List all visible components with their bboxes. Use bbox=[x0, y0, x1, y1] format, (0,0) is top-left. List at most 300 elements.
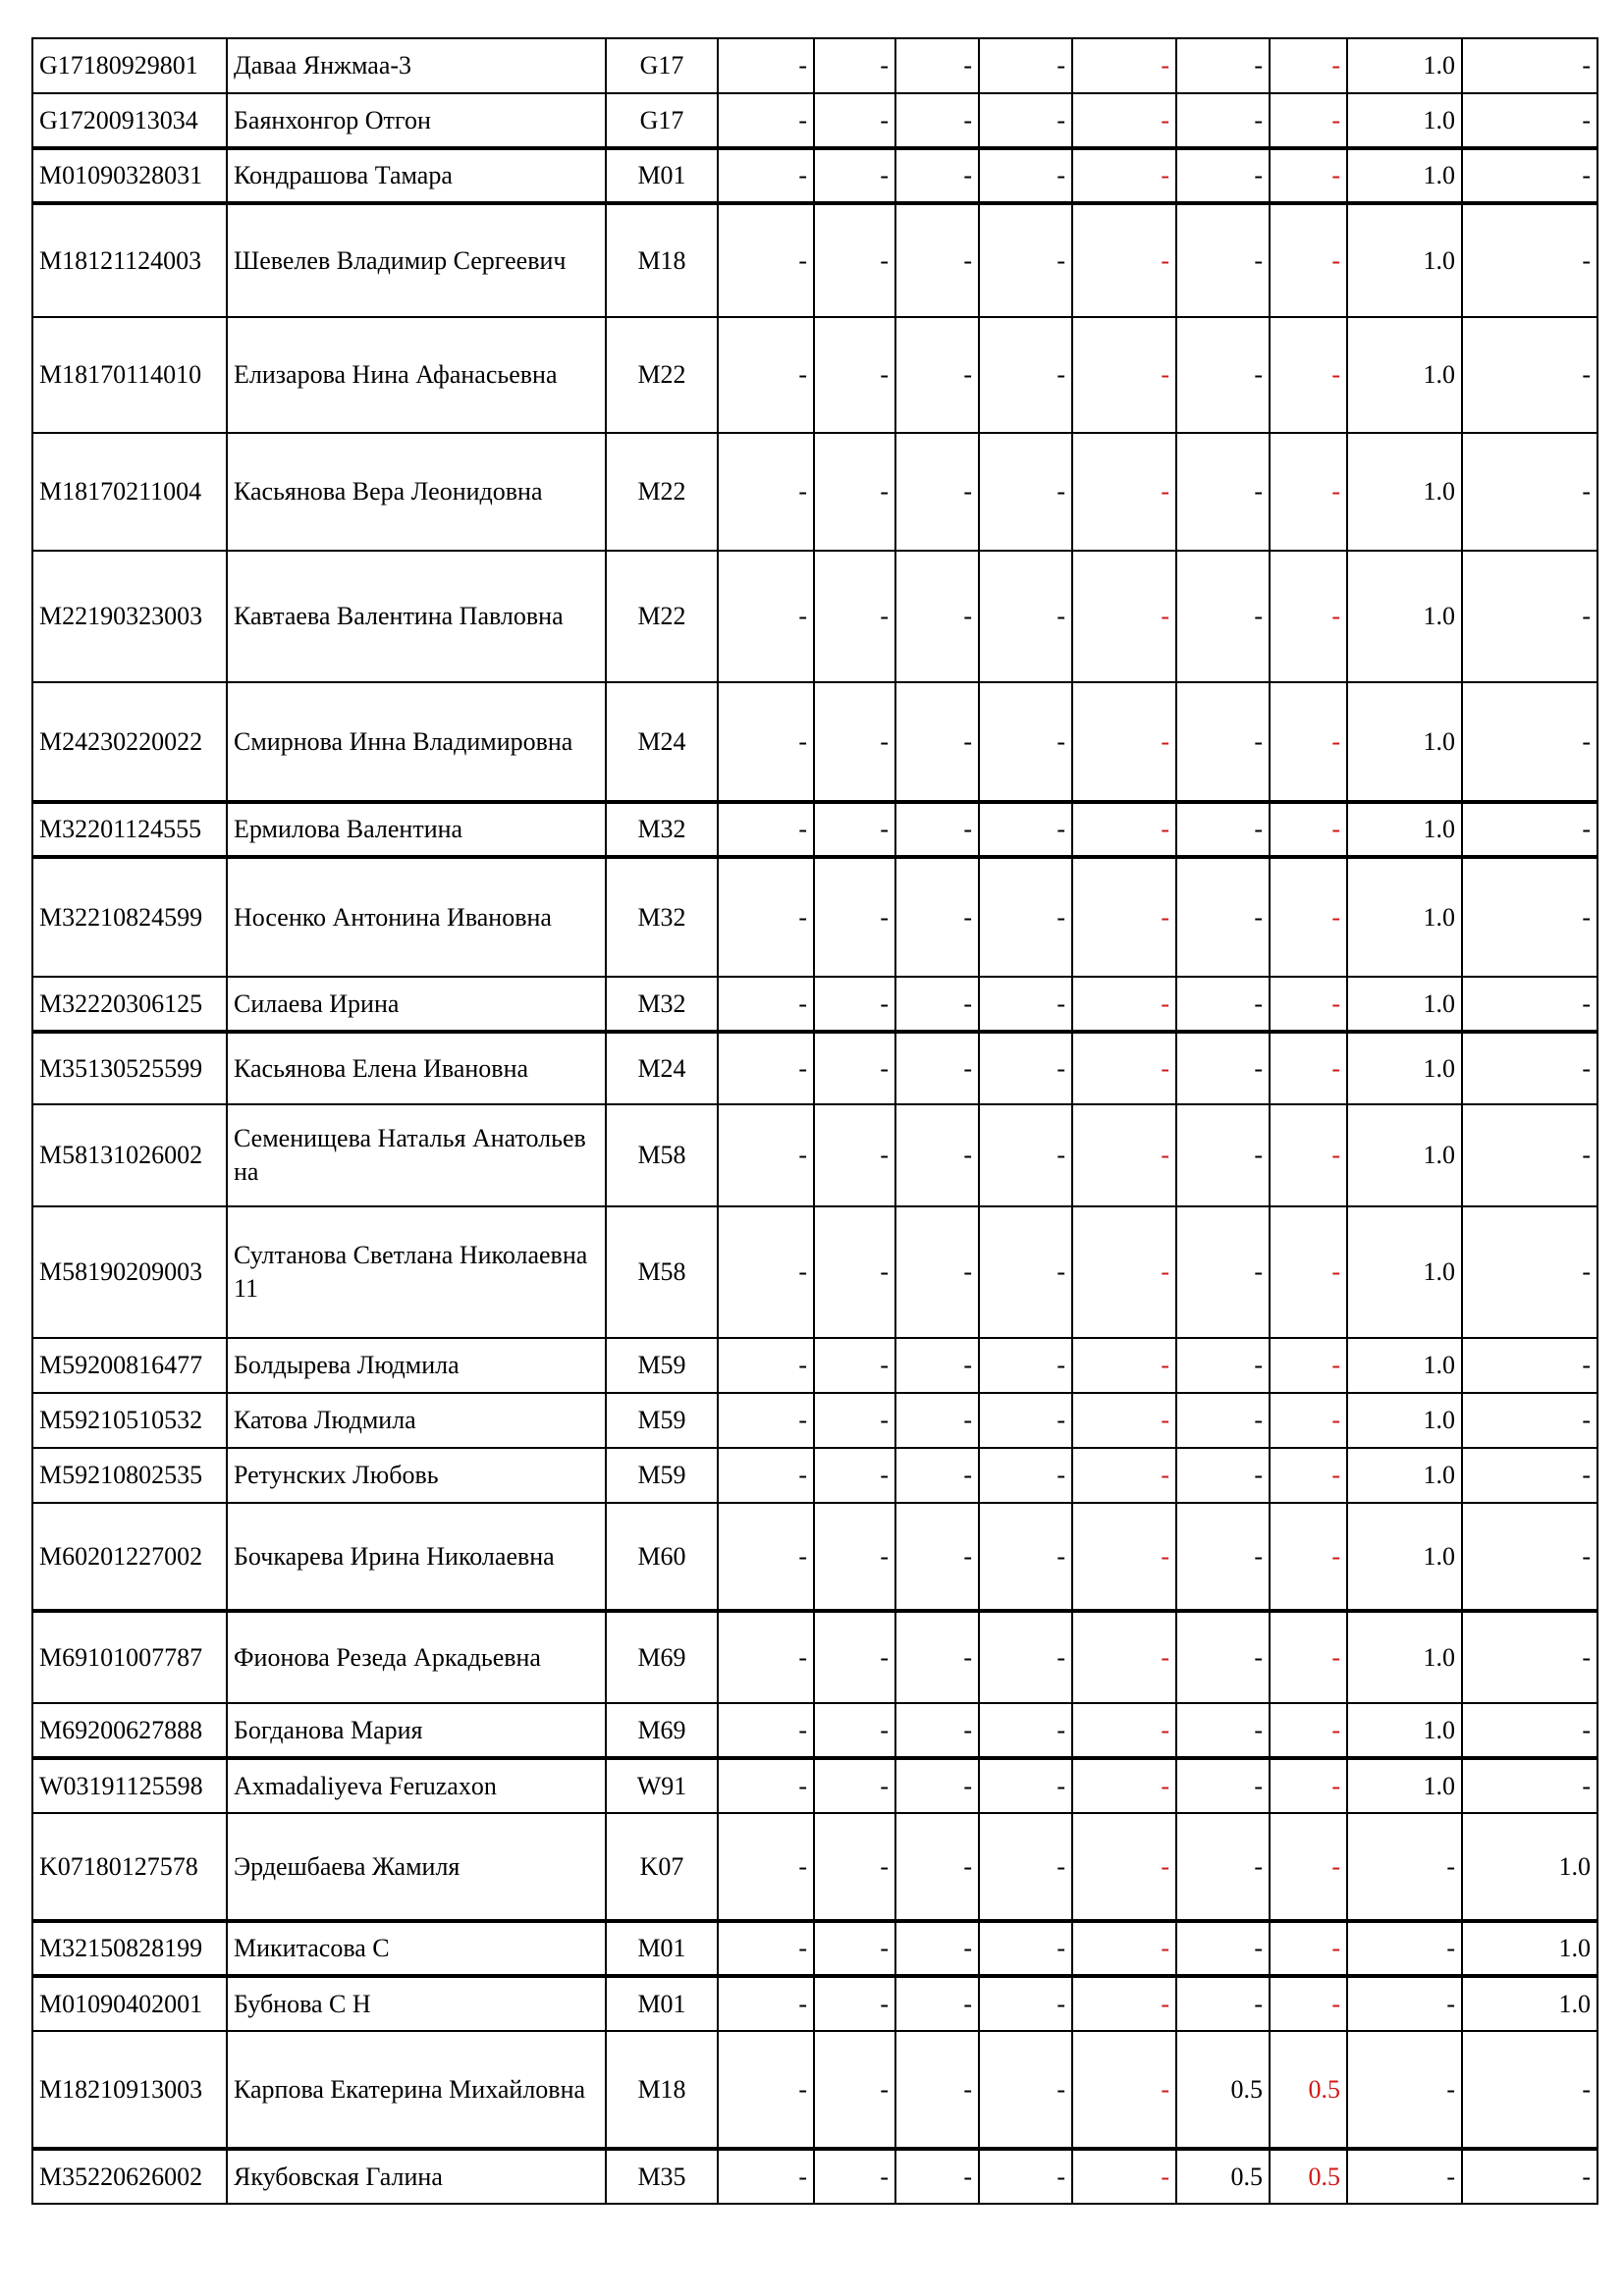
participant-name: Фионова Резеда Аркадьевна bbox=[227, 1611, 606, 1703]
participant-id: M59210510532 bbox=[32, 1393, 227, 1448]
table-row bbox=[32, 1703, 1597, 1758]
value-cell: - bbox=[1462, 93, 1597, 148]
value-cell: 1.0 bbox=[1347, 682, 1462, 802]
value-cell: - bbox=[1176, 1703, 1270, 1758]
value-cell: - bbox=[814, 148, 895, 203]
value-cell: 1.0 bbox=[1347, 1503, 1462, 1611]
value-cell: - bbox=[718, 1104, 814, 1206]
value-cell: - bbox=[814, 682, 895, 802]
value-cell: - bbox=[1072, 1206, 1176, 1338]
value-cell: - bbox=[979, 38, 1072, 93]
value-cell: 1.0 bbox=[1347, 1393, 1462, 1448]
group-code: M59 bbox=[606, 1448, 718, 1503]
value-cell: - bbox=[814, 2149, 895, 2204]
value-cell: - bbox=[718, 148, 814, 203]
participant-name: Касьянова Вера Леонидовна bbox=[227, 433, 606, 551]
participant-id: M69200627888 bbox=[32, 1703, 227, 1758]
value-cell: - bbox=[1072, 2149, 1176, 2204]
participant-id: M32220306125 bbox=[32, 977, 227, 1032]
value-cell: - bbox=[979, 1758, 1072, 1813]
value-cell: - bbox=[718, 977, 814, 1032]
value-cell: - bbox=[1270, 1032, 1347, 1104]
value-cell: - bbox=[1270, 203, 1347, 317]
value-cell: - bbox=[1462, 857, 1597, 977]
value-cell: - bbox=[718, 1448, 814, 1503]
group-code: M24 bbox=[606, 1032, 718, 1104]
table-row bbox=[32, 1611, 1597, 1703]
participant-name: Кавтаева Валентина Павловна bbox=[227, 551, 606, 682]
value-cell: - bbox=[1462, 977, 1597, 1032]
value-cell: 0.5 bbox=[1270, 2031, 1347, 2149]
group-code: M22 bbox=[606, 551, 718, 682]
value-cell: - bbox=[1462, 802, 1597, 857]
group-code: M59 bbox=[606, 1338, 718, 1393]
value-cell: - bbox=[1270, 1976, 1347, 2031]
value-cell: - bbox=[1072, 551, 1176, 682]
value-cell: - bbox=[1270, 1611, 1347, 1703]
value-cell: - bbox=[718, 1032, 814, 1104]
value-cell: - bbox=[718, 1703, 814, 1758]
value-cell: - bbox=[979, 802, 1072, 857]
participant-name: Семенищева Наталья Анатольевна bbox=[227, 1104, 606, 1206]
value-cell: - bbox=[895, 203, 979, 317]
group-code: M32 bbox=[606, 977, 718, 1032]
value-cell: - bbox=[814, 1976, 895, 2031]
value-cell: - bbox=[1176, 1104, 1270, 1206]
table-row bbox=[32, 1338, 1597, 1393]
value-cell: - bbox=[1176, 977, 1270, 1032]
table-row bbox=[32, 551, 1597, 682]
value-cell: - bbox=[1176, 203, 1270, 317]
group-code: M22 bbox=[606, 317, 718, 433]
value-cell: - bbox=[979, 203, 1072, 317]
value-cell: - bbox=[979, 1813, 1072, 1921]
value-cell: - bbox=[1072, 1921, 1176, 1976]
value-cell: - bbox=[1462, 1503, 1597, 1611]
value-cell: - bbox=[1270, 93, 1347, 148]
value-cell: - bbox=[1270, 433, 1347, 551]
participant-name: Микитасова С bbox=[227, 1921, 606, 1976]
participant-id: M32201124555 bbox=[32, 802, 227, 857]
value-cell: - bbox=[1176, 857, 1270, 977]
participant-name: Болдырева Людмила bbox=[227, 1338, 606, 1393]
value-cell: - bbox=[814, 38, 895, 93]
value-cell: - bbox=[979, 1448, 1072, 1503]
table-row bbox=[32, 433, 1597, 551]
value-cell: - bbox=[1462, 203, 1597, 317]
table-row bbox=[32, 802, 1597, 857]
value-cell: 1.0 bbox=[1347, 1703, 1462, 1758]
value-cell: - bbox=[718, 1503, 814, 1611]
group-code: M69 bbox=[606, 1703, 718, 1758]
value-cell: - bbox=[718, 1611, 814, 1703]
value-cell: - bbox=[814, 2031, 895, 2149]
value-cell: - bbox=[1270, 551, 1347, 682]
value-cell: - bbox=[718, 1813, 814, 1921]
value-cell: 1.0 bbox=[1347, 1206, 1462, 1338]
value-cell: - bbox=[1176, 148, 1270, 203]
value-cell: 1.0 bbox=[1347, 317, 1462, 433]
value-cell: - bbox=[814, 977, 895, 1032]
table-row bbox=[32, 1976, 1597, 2031]
value-cell: - bbox=[895, 148, 979, 203]
value-cell: - bbox=[1462, 148, 1597, 203]
value-cell: - bbox=[1462, 2031, 1597, 2149]
value-cell: - bbox=[895, 1448, 979, 1503]
participant-id: M18170114010 bbox=[32, 317, 227, 433]
value-cell: - bbox=[895, 2149, 979, 2204]
participant-id: M24230220022 bbox=[32, 682, 227, 802]
group-code: M01 bbox=[606, 1921, 718, 1976]
table-row bbox=[32, 1921, 1597, 1976]
value-cell: - bbox=[979, 977, 1072, 1032]
group-code: M18 bbox=[606, 2031, 718, 2149]
value-cell: - bbox=[895, 93, 979, 148]
participant-id: G17200913034 bbox=[32, 93, 227, 148]
value-cell: - bbox=[718, 38, 814, 93]
value-cell: - bbox=[1176, 682, 1270, 802]
group-code: M60 bbox=[606, 1503, 718, 1611]
value-cell: - bbox=[1072, 682, 1176, 802]
value-cell: 1.0 bbox=[1347, 1032, 1462, 1104]
participant-name: Карпова Екатерина Михайловна bbox=[227, 2031, 606, 2149]
value-cell: - bbox=[1176, 1611, 1270, 1703]
value-cell: - bbox=[1270, 148, 1347, 203]
value-cell: - bbox=[979, 148, 1072, 203]
value-cell: - bbox=[895, 38, 979, 93]
value-cell: - bbox=[1462, 317, 1597, 433]
group-code: M18 bbox=[606, 203, 718, 317]
value-cell: 0.5 bbox=[1176, 2149, 1270, 2204]
table-row bbox=[32, 1503, 1597, 1611]
value-cell: - bbox=[979, 1611, 1072, 1703]
value-cell: - bbox=[1462, 1393, 1597, 1448]
value-cell: - bbox=[895, 1393, 979, 1448]
value-cell: - bbox=[718, 1976, 814, 2031]
participant-id: M01090402001 bbox=[32, 1976, 227, 2031]
table-row bbox=[32, 1104, 1597, 1206]
value-cell: - bbox=[718, 551, 814, 682]
value-cell: - bbox=[718, 2031, 814, 2149]
participant-id: M59200816477 bbox=[32, 1338, 227, 1393]
value-cell: - bbox=[814, 1813, 895, 1921]
table-row bbox=[32, 977, 1597, 1032]
value-cell: 1.0 bbox=[1347, 1448, 1462, 1503]
value-cell: 1.0 bbox=[1347, 977, 1462, 1032]
value-cell: - bbox=[1270, 38, 1347, 93]
value-cell: 1.0 bbox=[1347, 802, 1462, 857]
table-row bbox=[32, 317, 1597, 433]
value-cell: - bbox=[718, 857, 814, 977]
value-cell: - bbox=[1462, 1703, 1597, 1758]
table-row bbox=[32, 1393, 1597, 1448]
participant-id: K07180127578 bbox=[32, 1813, 227, 1921]
value-cell: - bbox=[1072, 38, 1176, 93]
value-cell: - bbox=[718, 1393, 814, 1448]
value-cell: 1.0 bbox=[1462, 1813, 1597, 1921]
value-cell: - bbox=[814, 1338, 895, 1393]
value-cell: - bbox=[1072, 1976, 1176, 2031]
value-cell: - bbox=[979, 1503, 1072, 1611]
participant-id: M01090328031 bbox=[32, 148, 227, 203]
participant-name: Силаева Ирина bbox=[227, 977, 606, 1032]
value-cell: - bbox=[895, 857, 979, 977]
value-cell: - bbox=[1176, 1032, 1270, 1104]
value-cell: - bbox=[979, 857, 1072, 977]
participant-name: Бочкарева Ирина Николаевна bbox=[227, 1503, 606, 1611]
value-cell: - bbox=[1176, 93, 1270, 148]
value-cell: - bbox=[1462, 1338, 1597, 1393]
value-cell: - bbox=[895, 802, 979, 857]
value-cell: - bbox=[1270, 317, 1347, 433]
value-cell: - bbox=[979, 433, 1072, 551]
table-row bbox=[32, 1758, 1597, 1813]
participant-name: Axmadaliyeva Feruzaxon bbox=[227, 1758, 606, 1813]
participant-name: Смирнова Инна Владимировна bbox=[227, 682, 606, 802]
value-cell: - bbox=[1462, 38, 1597, 93]
value-cell: - bbox=[895, 1813, 979, 1921]
value-cell: 1.0 bbox=[1347, 1611, 1462, 1703]
value-cell: - bbox=[979, 1338, 1072, 1393]
participant-id: M18170211004 bbox=[32, 433, 227, 551]
value-cell: - bbox=[895, 1104, 979, 1206]
value-cell: - bbox=[1270, 1206, 1347, 1338]
group-code: M24 bbox=[606, 682, 718, 802]
table-row bbox=[32, 148, 1597, 203]
value-cell: - bbox=[814, 857, 895, 977]
value-cell: - bbox=[718, 682, 814, 802]
value-cell: - bbox=[814, 1448, 895, 1503]
value-cell: - bbox=[1176, 551, 1270, 682]
participant-name: Султанова Светлана Николаевна 11 bbox=[227, 1206, 606, 1338]
value-cell: 0.5 bbox=[1270, 2149, 1347, 2204]
table-row bbox=[32, 857, 1597, 977]
value-cell: - bbox=[895, 317, 979, 433]
value-cell: - bbox=[979, 2031, 1072, 2149]
participant-id: M35220626002 bbox=[32, 2149, 227, 2204]
value-cell: 1.0 bbox=[1347, 203, 1462, 317]
table-row bbox=[32, 1813, 1597, 1921]
group-code: M58 bbox=[606, 1104, 718, 1206]
value-cell: - bbox=[1270, 977, 1347, 1032]
value-cell: - bbox=[979, 1703, 1072, 1758]
value-cell: - bbox=[895, 1758, 979, 1813]
value-cell: - bbox=[1176, 1758, 1270, 1813]
value-cell: - bbox=[1176, 1393, 1270, 1448]
participant-name: Катова Людмила bbox=[227, 1393, 606, 1448]
participant-name: Богданова Мария bbox=[227, 1703, 606, 1758]
participant-name: Эрдешбаева Жамиля bbox=[227, 1813, 606, 1921]
participant-id: M32210824599 bbox=[32, 857, 227, 977]
value-cell: - bbox=[814, 1758, 895, 1813]
value-cell: - bbox=[718, 1206, 814, 1338]
participant-name: Ермилова Валентина bbox=[227, 802, 606, 857]
value-cell: - bbox=[1072, 1393, 1176, 1448]
value-cell: - bbox=[979, 551, 1072, 682]
value-cell: - bbox=[895, 1206, 979, 1338]
value-cell: 1.0 bbox=[1347, 857, 1462, 977]
value-cell: - bbox=[1072, 148, 1176, 203]
group-code: M35 bbox=[606, 2149, 718, 2204]
participant-id: M60201227002 bbox=[32, 1503, 227, 1611]
value-cell: - bbox=[1072, 433, 1176, 551]
group-code: M22 bbox=[606, 433, 718, 551]
value-cell: 0.5 bbox=[1176, 2031, 1270, 2149]
value-cell: - bbox=[979, 1032, 1072, 1104]
value-cell: - bbox=[1072, 2031, 1176, 2149]
value-cell: - bbox=[979, 1206, 1072, 1338]
value-cell: - bbox=[1176, 317, 1270, 433]
value-cell: - bbox=[1270, 1393, 1347, 1448]
value-cell: - bbox=[1072, 93, 1176, 148]
value-cell: - bbox=[1072, 1338, 1176, 1393]
value-cell: - bbox=[979, 1976, 1072, 2031]
participant-name: Касьянова Елена Ивановна bbox=[227, 1032, 606, 1104]
value-cell: - bbox=[1072, 1104, 1176, 1206]
value-cell: - bbox=[1462, 551, 1597, 682]
value-cell: - bbox=[979, 317, 1072, 433]
participant-name: Носенко Антонина Ивановна bbox=[227, 857, 606, 977]
value-cell: 1.0 bbox=[1347, 1104, 1462, 1206]
value-cell: - bbox=[1072, 1703, 1176, 1758]
value-cell: - bbox=[895, 1338, 979, 1393]
value-cell: - bbox=[1462, 1611, 1597, 1703]
value-cell: - bbox=[1072, 317, 1176, 433]
value-cell: - bbox=[1462, 682, 1597, 802]
value-cell: - bbox=[895, 2031, 979, 2149]
value-cell: 1.0 bbox=[1347, 93, 1462, 148]
value-cell: - bbox=[979, 1921, 1072, 1976]
value-cell: - bbox=[1072, 1758, 1176, 1813]
group-code: W91 bbox=[606, 1758, 718, 1813]
value-cell: - bbox=[1462, 2149, 1597, 2204]
group-code: M58 bbox=[606, 1206, 718, 1338]
value-cell: - bbox=[814, 1611, 895, 1703]
value-cell: - bbox=[1072, 1813, 1176, 1921]
value-cell: - bbox=[979, 93, 1072, 148]
table-row bbox=[32, 93, 1597, 148]
participant-id: M69101007787 bbox=[32, 1611, 227, 1703]
participant-name: Ретунских Любовь bbox=[227, 1448, 606, 1503]
participant-name: Баянхонгор Отгон bbox=[227, 93, 606, 148]
value-cell: 1.0 bbox=[1347, 38, 1462, 93]
value-cell: - bbox=[1072, 1032, 1176, 1104]
participant-id: M58131026002 bbox=[32, 1104, 227, 1206]
participant-id: M32150828199 bbox=[32, 1921, 227, 1976]
value-cell: - bbox=[895, 433, 979, 551]
table-row bbox=[32, 1206, 1597, 1338]
value-cell: - bbox=[1176, 38, 1270, 93]
group-code: K07 bbox=[606, 1813, 718, 1921]
value-cell: - bbox=[814, 317, 895, 433]
value-cell: - bbox=[1072, 1611, 1176, 1703]
value-cell: - bbox=[1176, 802, 1270, 857]
value-cell: - bbox=[1462, 1032, 1597, 1104]
value-cell: 1.0 bbox=[1462, 1976, 1597, 2031]
value-cell: - bbox=[1270, 802, 1347, 857]
value-cell: - bbox=[895, 682, 979, 802]
value-cell: - bbox=[895, 977, 979, 1032]
value-cell: - bbox=[1072, 1448, 1176, 1503]
value-cell: - bbox=[718, 2149, 814, 2204]
value-cell: - bbox=[1270, 1338, 1347, 1393]
value-cell: - bbox=[895, 1611, 979, 1703]
participant-id: M22190323003 bbox=[32, 551, 227, 682]
value-cell: 1.0 bbox=[1347, 1338, 1462, 1393]
value-cell: - bbox=[814, 433, 895, 551]
participant-name: Даваа Янжмаа-3 bbox=[227, 38, 606, 93]
value-cell: - bbox=[814, 1393, 895, 1448]
value-cell: - bbox=[895, 551, 979, 682]
participant-id: M35130525599 bbox=[32, 1032, 227, 1104]
participant-id: M58190209003 bbox=[32, 1206, 227, 1338]
table-row bbox=[32, 2031, 1597, 2149]
value-cell: - bbox=[979, 1104, 1072, 1206]
participant-name: Елизарова Нина Афанасьевна bbox=[227, 317, 606, 433]
value-cell: - bbox=[895, 1921, 979, 1976]
value-cell: - bbox=[1270, 1448, 1347, 1503]
value-cell: - bbox=[895, 1503, 979, 1611]
value-cell: - bbox=[1462, 1758, 1597, 1813]
value-cell: - bbox=[1347, 2031, 1462, 2149]
value-cell: - bbox=[1462, 1206, 1597, 1338]
value-cell: - bbox=[1176, 1338, 1270, 1393]
value-cell: - bbox=[1176, 1503, 1270, 1611]
results-table bbox=[31, 37, 1598, 2205]
value-cell: - bbox=[1347, 2149, 1462, 2204]
table-row bbox=[32, 1032, 1597, 1104]
value-cell: - bbox=[1347, 1921, 1462, 1976]
value-cell: - bbox=[1270, 682, 1347, 802]
group-code: G17 bbox=[606, 93, 718, 148]
value-cell: - bbox=[1270, 1813, 1347, 1921]
participant-id: M59210802535 bbox=[32, 1448, 227, 1503]
value-cell: - bbox=[1462, 1448, 1597, 1503]
participant-name: Шевелев Владимир Сергеевич bbox=[227, 203, 606, 317]
value-cell: - bbox=[718, 317, 814, 433]
value-cell: - bbox=[1270, 1921, 1347, 1976]
table-row bbox=[32, 38, 1597, 93]
value-cell: - bbox=[814, 551, 895, 682]
group-code: M32 bbox=[606, 802, 718, 857]
table-row bbox=[32, 1448, 1597, 1503]
value-cell: - bbox=[895, 1976, 979, 2031]
value-cell: - bbox=[814, 1104, 895, 1206]
value-cell: - bbox=[1072, 977, 1176, 1032]
value-cell: 1.0 bbox=[1347, 551, 1462, 682]
value-cell: - bbox=[1072, 802, 1176, 857]
table-row bbox=[32, 2149, 1597, 2204]
value-cell: - bbox=[1072, 857, 1176, 977]
value-cell: 1.0 bbox=[1347, 1758, 1462, 1813]
value-cell: - bbox=[718, 1338, 814, 1393]
participant-id: W03191125598 bbox=[32, 1758, 227, 1813]
value-cell: - bbox=[1270, 1104, 1347, 1206]
value-cell: - bbox=[718, 203, 814, 317]
value-cell: - bbox=[1270, 1703, 1347, 1758]
value-cell: - bbox=[1270, 1503, 1347, 1611]
group-code: M32 bbox=[606, 857, 718, 977]
value-cell: - bbox=[814, 1503, 895, 1611]
value-cell: - bbox=[1176, 1921, 1270, 1976]
value-cell: - bbox=[1176, 1976, 1270, 2031]
value-cell: - bbox=[979, 682, 1072, 802]
value-cell: - bbox=[979, 2149, 1072, 2204]
group-code: M01 bbox=[606, 148, 718, 203]
value-cell: - bbox=[814, 203, 895, 317]
value-cell: - bbox=[895, 1032, 979, 1104]
value-cell: - bbox=[1462, 1104, 1597, 1206]
